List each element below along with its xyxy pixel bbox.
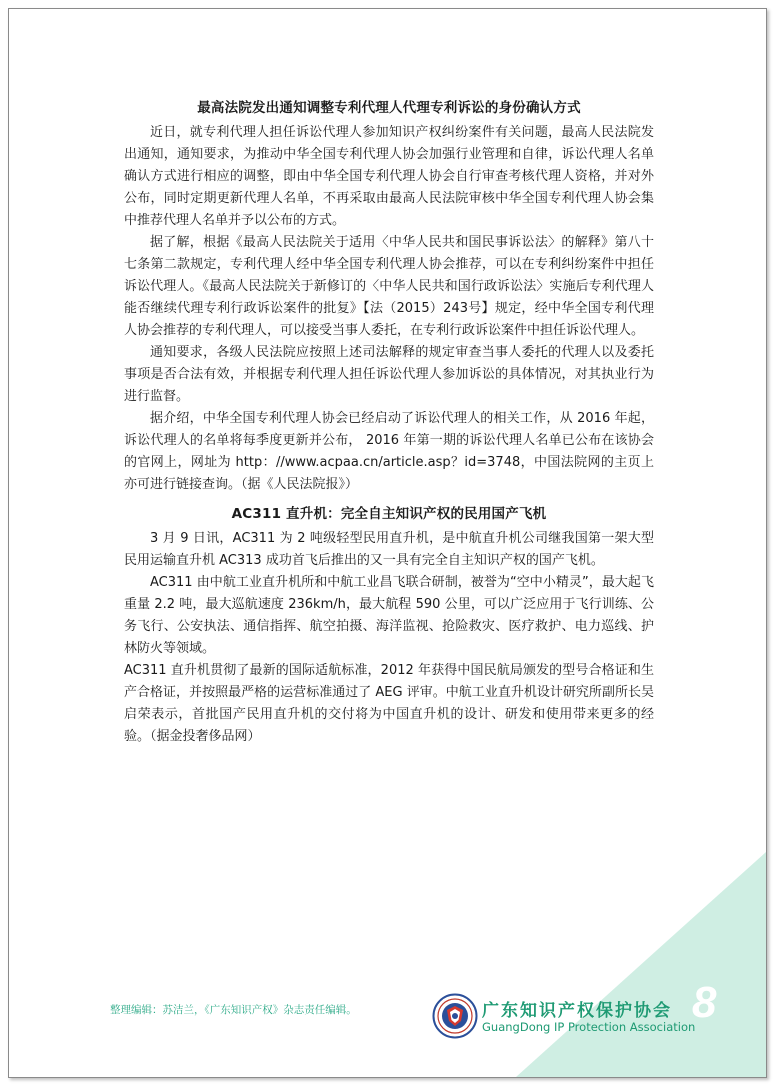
article-paragraph: 近日，就专利代理人担任诉讼代理人参加知识产权纠纷案件有关问题，最高人民法院发出通知，通知要求，为推动中华全国专利代理人协会加强行业管理和自律，诉讼代理人名单确认方式进行相应的调整，即由中华全国专利代理人协会自行审查考核代理人资格，并对外公布，同时定期更新代理人名单，不再采取由最高人民法院审核中华全国专利代理人协会集中推荐代理人名单并予以公布的方式。: [124, 125, 654, 228]
article-title: 最高法院发出通知调整专利代理人代理专利诉讼的身份确认方式: [197, 100, 581, 116]
association-logo-icon: [432, 993, 478, 1039]
page-number: 8: [692, 978, 717, 1027]
article-paragraph: 3 月 9 日讯，AC311 为 2 吨级轻型民用直升机，是中航直升机公司继我国第一架大型民用运输直升机 AC313 成功首飞后推出的又一具有完全自主知识产权的国产飞机。: [124, 531, 654, 568]
article-paragraph: 通知要求，各级人民法院应按照上述司法解释的规定审查当事人委托的代理人以及委托事项是否合法有效，并根据专利代理人担任诉讼代理人参加诉讼的具体情况，对其执业行为进行监督。: [124, 345, 654, 404]
article-title: AC311 直升机：完全自主知识产权的民用国产飞机: [231, 506, 547, 522]
article-ac311: [124, 502, 654, 748]
article-patent-agents: [124, 96, 654, 496]
article-paragraph: AC311 由中航工业直升机所和中航工业昌飞联合研制，被誉为“空中小精灵”，最大起飞重量 2.2 吨，最大巡航速度 236km/h，最大航程 590 公里，可以广泛应用于飞行训练、公务飞行、公安执法、通信指挥、航空拍摄、海洋监视、抢险救灾、医疗救护、电力巡线、护林防火等领域。: [124, 575, 654, 656]
article-paragraph: 据介绍，中华全国专利代理人协会已经启动了诉讼代理人的相关工作，从 2016 年起，诉讼代理人的名单将每季度更新并公布， 2016 年第一期的诉讼代理人名单已公布在该协会的官网上，网址为 http：//www.acpaa.cn/article.asp？id=3748，中国法院网的主页上亦可进行链接查询。（据《人民法院报》）: [124, 411, 654, 492]
article-paragraph: 据了解，根据《最高人民法院关于适用〈中华人民共和国民事诉讼法〉的解释》第八十七条第二款规定，专利代理人经中华全国专利代理人协会推荐，可以在专利纠纷案件中担任诉讼代理人。《最高人民法院关于新修订的〈中华人民共和国行政诉讼法〉实施后专利代理人能否继续代理专利行政诉讼案件的批复》【法（2015）243号】规定，经中华全国专利代理人协会推荐的专利代理人，可以接受当事人委托，在专利行政诉讼案件中担任诉讼代理人。: [124, 235, 654, 338]
association-name-cn: 广东知识产权保护协会: [482, 1001, 672, 1021]
editor-note: 整理编辑：苏洁兰，《广东知识产权》杂志责任编辑。: [110, 1004, 357, 1016]
article-paragraph: AC311 直升机贯彻了最新的国际适航标准，2012 年获得中国民航局颁发的型号合格证和生产合格证，并按照最严格的运营标准通过了 AEG 评审。中航工业直升机设计研究所副所长吴启荣表示，首批国产民用直升机的交付将为中国直升机的设计、研发和使用带来更多的经验。（据金投奢侈品网）: [124, 663, 654, 744]
corner-decoration: [516, 852, 766, 1077]
association-name-en: GuangDong IP Protection Association: [482, 1020, 696, 1034]
